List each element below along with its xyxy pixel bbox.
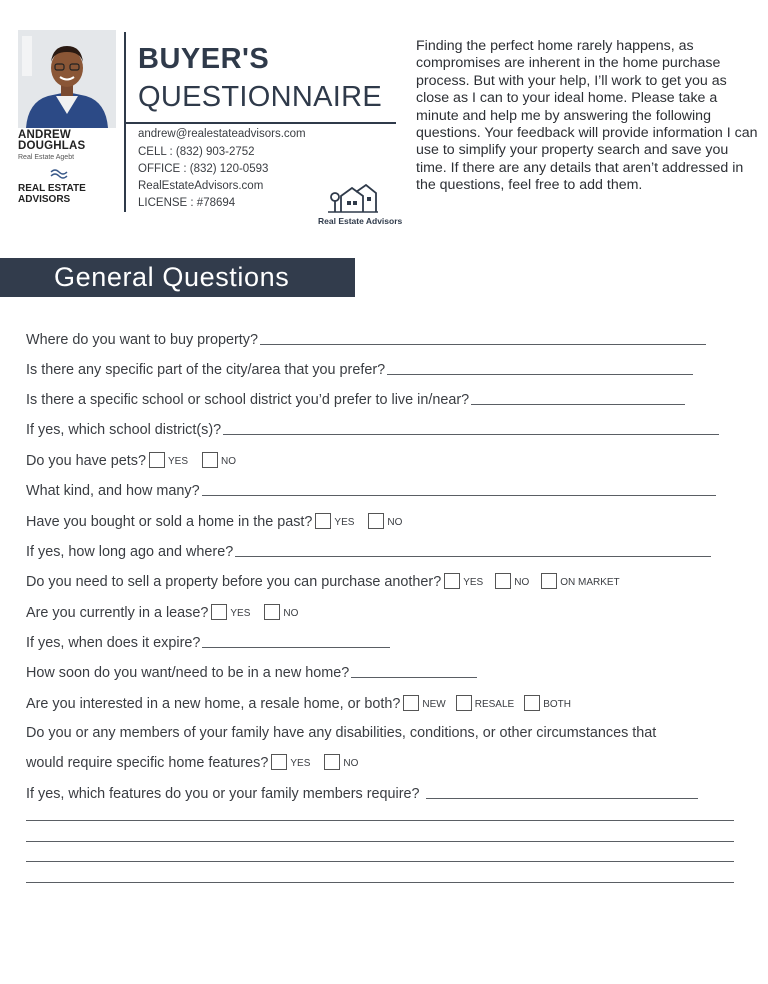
agent-first-name: ANDREW [18,129,71,141]
contact-license: LICENSE : #78694 [138,197,236,209]
resale-checkbox[interactable] [456,695,472,711]
question-school [26,386,685,408]
agent-title: Real Estate Agebt [18,154,75,161]
answer-line[interactable] [223,433,719,435]
brand-name [18,183,98,205]
question-label: Is there a specific school or school district you’d prefer to live in/near? [26,392,470,408]
no-label: NO [387,517,403,528]
question-lease-expire [26,629,390,651]
page-title-line-1: BUYER'S [138,43,270,75]
no-label: NO [514,577,530,588]
logo-caption: Real Estate Advisors [318,216,403,226]
question-label: Are you currently in a lease? [26,605,209,621]
on-market-label: ON MARKET [560,577,620,588]
no-checkbox[interactable] [202,452,218,468]
yes-label: YES [290,758,311,769]
question-sell-first [26,568,626,590]
no-label: NO [343,758,359,769]
no-checkbox[interactable] [264,604,280,620]
question-pet-kind [26,477,716,499]
no-checkbox[interactable] [368,513,384,529]
agent-photo [18,30,116,128]
house-logo-icon [326,184,378,214]
question-how-long-ago [26,538,711,560]
answer-line[interactable] [387,373,693,375]
horizontal-divider [126,122,396,124]
question-label: What kind, and how many? [26,483,200,499]
agent-name [18,130,118,152]
question-home-type [26,690,577,712]
question-disabilities-line-2 [26,749,364,771]
question-label: Where do you want to buy property? [26,332,258,348]
question-school-district [26,416,719,438]
no-checkbox[interactable] [495,573,511,589]
question-label: would require specific home features? [26,755,269,771]
question-label: Is there any specific part of the city/area that you prefer? [26,362,386,378]
answer-line[interactable] [26,841,734,842]
agent-last-name: DOUGHLAS [18,140,86,152]
question-label: If yes, which school district(s)? [26,422,222,438]
answer-line[interactable] [26,861,734,862]
yes-checkbox[interactable] [271,754,287,770]
question-location [26,326,706,348]
answer-line[interactable] [26,820,734,821]
yes-checkbox[interactable] [211,604,227,620]
agent-portrait-image [18,30,116,128]
yes-checkbox[interactable] [149,452,165,468]
answer-line[interactable] [202,646,390,648]
question-lease [26,599,304,621]
yes-label: YES [230,608,251,619]
question-area [26,356,693,378]
question-how-soon [26,659,477,681]
yes-label: YES [334,517,355,528]
question-label: Do you have pets? [26,453,147,469]
brand-line-1: REAL ESTATE [18,183,86,194]
page-title-line-2: QUESTIONNAIRE [138,81,382,113]
yes-checkbox[interactable] [444,573,460,589]
new-checkbox[interactable] [403,695,419,711]
answer-line[interactable] [260,343,706,345]
brand-wave-icon [50,168,68,180]
contact-email[interactable]: andrew@realestateadvisors.com [138,128,306,140]
brand-line-2: ADVISORS [18,194,71,205]
question-label: If yes, which features do you or your family members require? [26,786,420,802]
answer-line[interactable] [471,403,685,405]
no-label: NO [283,608,299,619]
question-pets [26,447,242,469]
answer-line[interactable] [351,676,477,678]
question-bought-sold [26,508,408,530]
contact-office: OFFICE : (832) 120-0593 [138,163,269,175]
yes-label: YES [168,456,189,467]
question-disabilities-line-1 [26,719,656,741]
yes-label: YES [463,577,484,588]
new-label: NEW [422,699,446,710]
contact-website[interactable]: RealEstateAdvisors.com [138,180,264,192]
answer-line[interactable] [235,555,711,557]
question-label: How soon do you want/need to be in a new home? [26,665,350,681]
question-label: If yes, when does it expire? [26,635,201,651]
answer-line[interactable] [202,494,716,496]
yes-checkbox[interactable] [315,513,331,529]
on-market-checkbox[interactable] [541,573,557,589]
contact-cell: CELL : (832) 903-2752 [138,146,255,158]
question-label: Do you need to sell a property before you can purchase another? [26,574,442,590]
question-label: If yes, how long ago and where? [26,544,234,560]
question-features [26,780,698,802]
both-checkbox[interactable] [524,695,540,711]
resale-label: RESALE [474,699,515,710]
no-label: NO [221,456,237,467]
no-checkbox[interactable] [324,754,340,770]
intro-paragraph: Finding the perfect home rarely happens, as compromises are inherent in the home purchase process. But with your help, I’ll work to get you as close as I can to your ideal home. Please take a minute and help me by answering the following questions. Your feedback will provide information I can use to simplify your property search and save you time. If there are any details that aren’t addressed in the questions, feel free to add them. [416,38,758,194]
section-banner [0,258,355,297]
question-label: Do you or any members of your family have any disabilities, conditions, or other circumstances that [26,725,657,741]
both-label: BOTH [543,699,571,710]
answer-line[interactable] [426,797,698,799]
question-label: Are you interested in a new home, a resale home, or both? [26,696,401,712]
question-label: Have you bought or sold a home in the past? [26,514,313,530]
section-title: General Questions [54,262,290,292]
answer-line[interactable] [26,882,734,883]
